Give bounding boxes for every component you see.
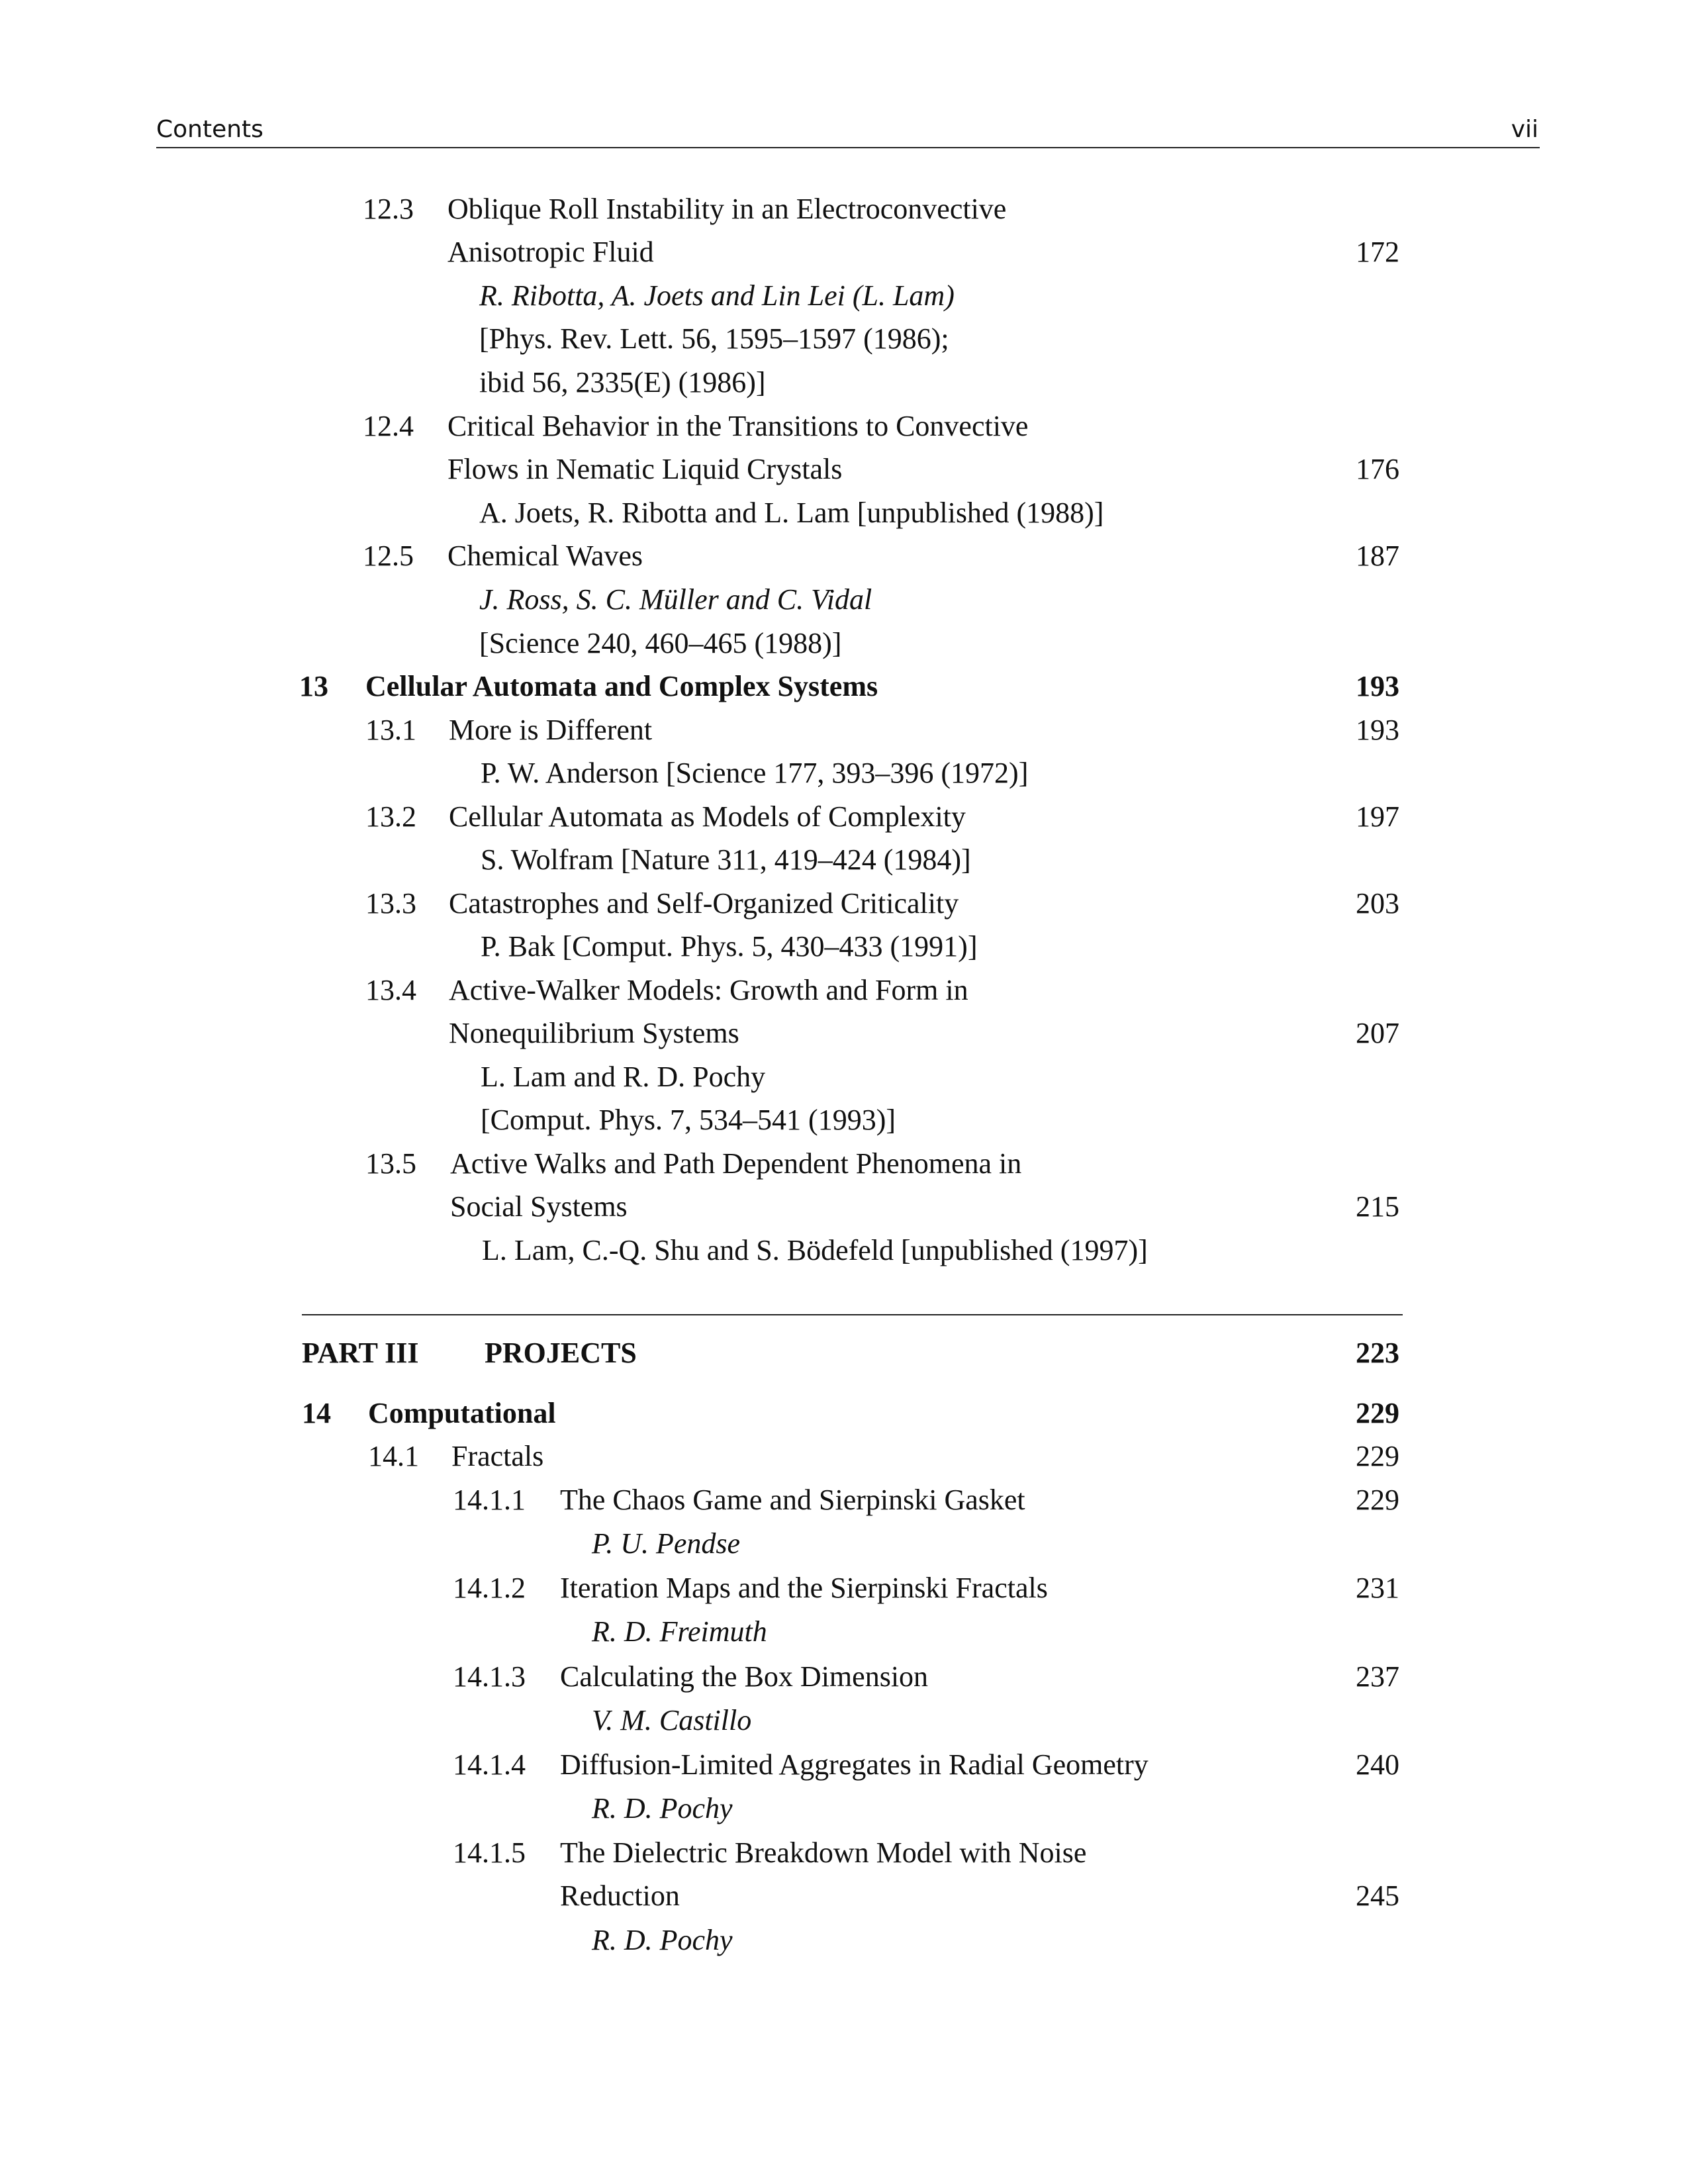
subsection-title: Calculating the Box Dimension — [560, 1660, 929, 1693]
page-number: 207 — [1356, 1017, 1399, 1049]
page-number: 240 — [1356, 1748, 1399, 1781]
running-header-title: Contents — [156, 116, 263, 143]
page-number: 193 — [1356, 714, 1399, 746]
subsection-title: Reduction — [560, 1879, 680, 1912]
page-number: 172 — [1356, 236, 1399, 268]
section-title: Chemical Waves — [447, 540, 643, 572]
section-title: Active-Walker Models: Growth and Form in — [449, 974, 968, 1006]
page-number-roman: vii — [1511, 116, 1538, 143]
section-number: 13.5 — [365, 1147, 416, 1180]
author-line: J. Ross, S. C. Müller and C. Vidal — [479, 583, 872, 616]
citation-line: ibid 56, 2335(E) (1986)] — [479, 366, 766, 399]
author-line: P. U. Pendse — [592, 1527, 741, 1560]
part-label: PART III — [302, 1337, 419, 1369]
section-title: Active Walks and Path Dependent Phenomena in — [450, 1147, 1022, 1180]
subsection-title: Iteration Maps and the Sierpinski Fractals — [560, 1572, 1048, 1604]
page-number: 245 — [1356, 1879, 1399, 1912]
chapter-page-number: 193 — [1356, 670, 1399, 702]
section-number: 13.3 — [365, 887, 416, 920]
citation-line: [Phys. Rev. Lett. 56, 1595–1597 (1986); — [479, 322, 949, 355]
author-line: P. Bak [Comput. Phys. 5, 430–433 (1991)] — [481, 930, 978, 963]
section-title: Social Systems — [450, 1190, 628, 1223]
author-line: V. M. Castillo — [592, 1704, 752, 1736]
part-title: PROJECTS — [485, 1337, 637, 1369]
header-rule — [156, 147, 1540, 148]
chapter-number: 14 — [302, 1397, 331, 1429]
author-line: S. Wolfram [Nature 311, 419–424 (1984)] — [481, 843, 971, 876]
page-number: 176 — [1356, 453, 1399, 485]
section-title: Catastrophes and Self-Organized Criticality — [449, 887, 959, 920]
subsection-title: Diffusion-Limited Aggregates in Radial Geometry — [560, 1748, 1149, 1781]
author-line: R. D. Pochy — [592, 1924, 733, 1956]
citation-line: [Comput. Phys. 7, 534–541 (1993)] — [481, 1104, 896, 1136]
section-number: 14.1 — [368, 1440, 419, 1472]
subsection-title: The Dielectric Breakdown Model with Noise — [560, 1836, 1087, 1869]
section-title: More is Different — [449, 714, 653, 746]
subsection-number: 14.1.4 — [453, 1748, 526, 1781]
section-number: 12.4 — [363, 410, 414, 442]
section-title: Cellular Automata as Models of Complexity — [449, 800, 966, 833]
section-number: 13.1 — [365, 714, 416, 746]
author-line: R. D. Freimuth — [592, 1615, 767, 1648]
subsection-number: 14.1.1 — [453, 1484, 526, 1516]
section-title: Anisotropic Fluid — [447, 236, 654, 268]
page-number: 229 — [1356, 1440, 1399, 1472]
author-line: R. Ribotta, A. Joets and Lin Lei (L. Lam) — [479, 279, 955, 312]
section-title: Critical Behavior in the Transitions to Convective — [447, 410, 1029, 442]
page-number: 203 — [1356, 887, 1399, 920]
chapter-page-number: 229 — [1356, 1397, 1399, 1429]
page-number: 215 — [1356, 1190, 1399, 1223]
chapter-number: 13 — [299, 670, 328, 702]
author-line: L. Lam, C.-Q. Shu and S. Bödefeld [unpublished (1997)] — [482, 1234, 1148, 1266]
section-number: 13.4 — [365, 974, 416, 1006]
subsection-number: 14.1.5 — [453, 1836, 526, 1869]
section-title: Nonequilibrium Systems — [449, 1017, 739, 1049]
chapter-title: Computational — [368, 1397, 556, 1429]
section-title: Oblique Roll Instability in an Electroconvective — [447, 193, 1007, 225]
author-line: R. D. Pochy — [592, 1792, 733, 1825]
section-number: 13.2 — [365, 800, 416, 833]
page-number: 187 — [1356, 540, 1399, 572]
page-number: 231 — [1356, 1572, 1399, 1604]
section-number: 12.5 — [363, 540, 414, 572]
section-number: 12.3 — [363, 193, 414, 225]
page-number: 229 — [1356, 1484, 1399, 1516]
chapter-title: Cellular Automata and Complex Systems — [365, 670, 878, 702]
citation-line: [Science 240, 460–465 (1988)] — [479, 627, 842, 659]
part-divider-rule — [302, 1314, 1403, 1315]
author-line: A. Joets, R. Ribotta and L. Lam [unpublished (1988)] — [479, 497, 1104, 529]
section-title: Fractals — [451, 1440, 544, 1472]
author-line: L. Lam and R. D. Pochy — [481, 1061, 766, 1093]
section-title: Flows in Nematic Liquid Crystals — [447, 453, 843, 485]
page-number: 237 — [1356, 1660, 1399, 1693]
author-line: P. W. Anderson [Science 177, 393–396 (1972)] — [481, 757, 1029, 789]
subsection-title: The Chaos Game and Sierpinski Gasket — [560, 1484, 1025, 1516]
subsection-number: 14.1.2 — [453, 1572, 526, 1604]
page-number: 197 — [1356, 800, 1399, 833]
part-page-number: 223 — [1356, 1337, 1399, 1369]
subsection-number: 14.1.3 — [453, 1660, 526, 1693]
